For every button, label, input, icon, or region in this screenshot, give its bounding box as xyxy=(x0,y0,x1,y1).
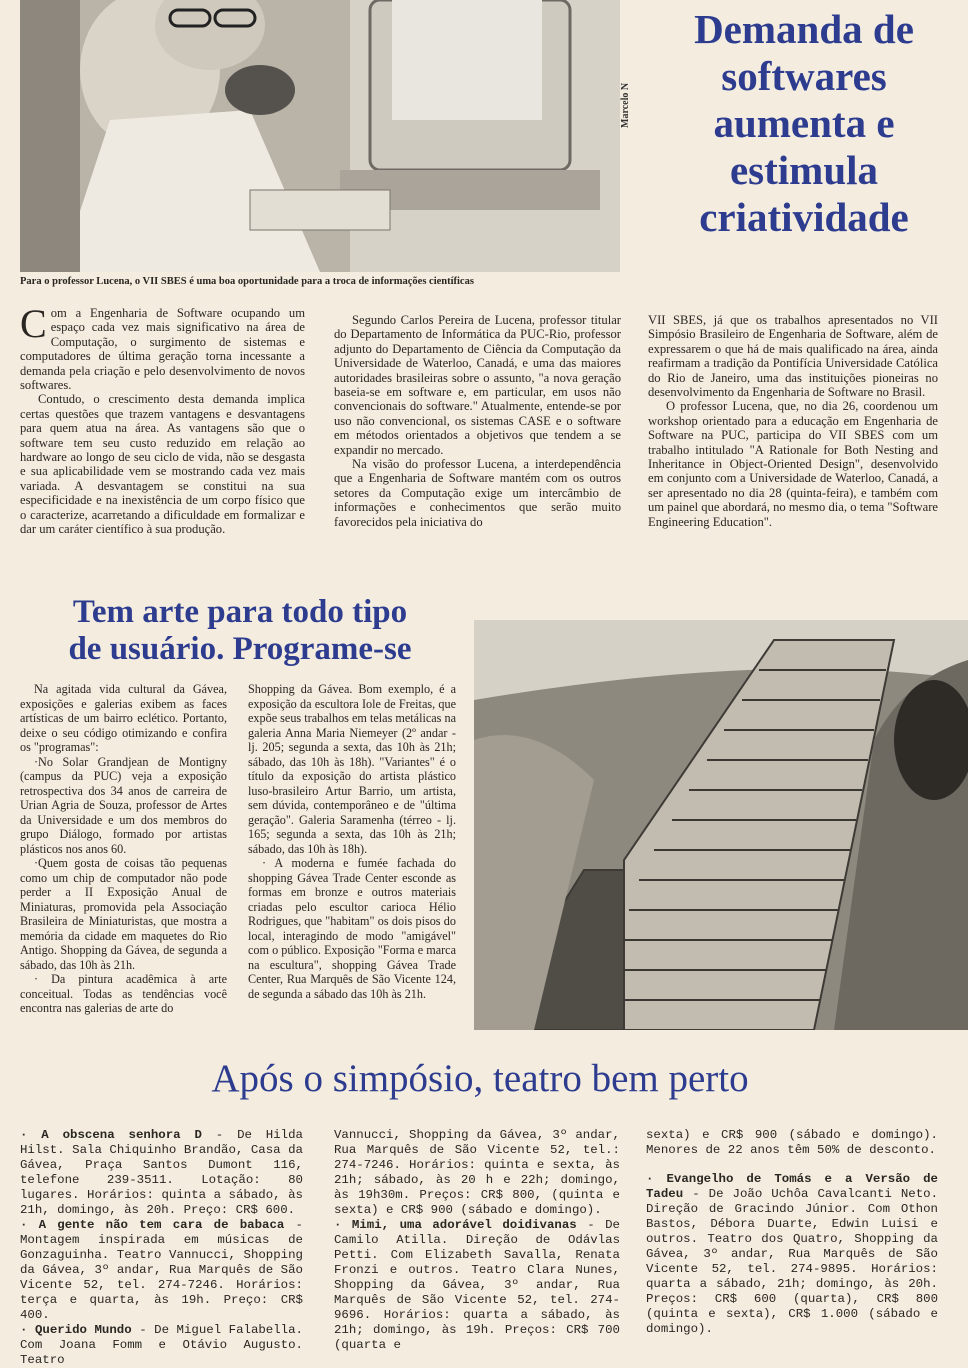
listing xyxy=(646,1128,938,1158)
paragraph: Segundo Carlos Pereira de Lucena, professor titular do Departamento de Informática da PUC-Rio, professor adjunto do Departamento de Ciência da Computação da Universidade de Waterloo, Canadá, e uma das maiores autoridades brasileiras sobre o assunto, "a nova geração baseia-se em software e, em particular, em usos não convencionais do software." Atualmente, entende-se por uso não convencional, os sistemas CASE e o software em métodos orientados a objetivos que tendem a se expandir no mercado. xyxy=(334,313,621,457)
article3-col2 xyxy=(334,1128,620,1353)
article1-col2 xyxy=(334,313,621,529)
listing-text: - De Camilo Atilla. Direção de Odávlas Petti. Com Elizabeth Savalla, Renata Fronzi e outros. Teatro Clara Nunes, Shopping da Gávea, 3º andar, Rua Marquês de São Vicente 52, tel. 274-9696. Horários: quarta a sábado, às 21h; domingo, às 19h. Preços: CR$ 700 (quarta e xyxy=(334,1218,620,1352)
paragraph: ·No Solar Grandjean de Montigny (campus da PUC) veja a exposição retrospectiva dos 34 anos de carreira de Urian Agria de Souza, professor de Artes da Universidade e um dos membros do grupo Diálogo, formado por artistas plásticos nos anos 60. xyxy=(20,754,227,856)
listing xyxy=(20,1218,303,1323)
paragraph: Contudo, o crescimento desta demanda implica certas questões que trazem vantagens e desvantagens para quem atua na área. As vantagens são que o software tem seu custo reduzido em relação ao hardware ao longo de seu ciclo de vida, não se desgasta e sua aplicabilidade vem se mostrando cada vez mais variada. A desvantagem se constitui na sua especificidade e na inexistência de um corpo físico que o caracterize, acarretando a dificuldade em formalizar e dar um caráter científico à sua produção. xyxy=(20,392,305,537)
listing-title: · Querido Mundo xyxy=(20,1323,132,1337)
listing-title: · Mimi, uma adorável doidivanas xyxy=(334,1218,577,1232)
paragraph: · Da pintura acadêmica à arte conceitual. Todas as tendências você encontra nas galerias de arte do xyxy=(20,972,227,1015)
paragraph: Na visão do professor Lucena, a interdependência que a Engenharia de Software mantém com os outros setores da Computação exige um intercâmbio de informações e conhecimentos que serão muito favorecidos pela iniciativa do xyxy=(334,457,621,529)
paragraph: ·Quem gosta de coisas tão pequenas como um chip de computador não pode perder a II Exposição Anual de Miniaturas, promovida pela Associação Brasileira de Miniaturistas, que mostra a memória da cidade em maquetes do Rio Antigo. Shopping da Gávea, de segunda a sábado, das 10h às 21h. xyxy=(20,856,227,972)
article1-col1 xyxy=(20,301,305,537)
photo-caption: Para o professor Lucena, o VII SBES é uma boa oportunidade para a troca de informações científicas xyxy=(20,276,474,287)
listing-text: sexta) e CR$ 900 (sábado e domingo). Menores de 22 anos têm 50% de desconto. xyxy=(646,1128,938,1157)
listing xyxy=(334,1128,620,1218)
paragraph: Shopping da Gávea. Bom exemplo, é a exposição da escultora Iole de Freitas, que expõe seus trabalhos em telas metálicas na galeria Anna Maria Niemeyer (2º andar - lj. 205; segunda a sexta, das 10h às 21h; sábado, das 10h às 18h). "Variantes" é o título da exposição do artista plástico luso-brasileiro Artur Barrio, um artista, sem dúvida, contemporâneo e de "última geração". Galeria Saramenha (térreo - lj. 165; segunda a sexta, das 10h às 21h; sábado, das 10h às 18h). xyxy=(248,682,456,856)
listing xyxy=(646,1172,938,1337)
article2-col1 xyxy=(20,682,227,1016)
listing xyxy=(20,1323,303,1368)
arte-headline-line1: Tem arte para todo tipo xyxy=(72,594,408,630)
photo-credit: Marcelo N xyxy=(620,82,631,128)
professor-photo xyxy=(20,0,620,272)
listing-title: · A obscena senhora D xyxy=(20,1128,202,1142)
headline-line: aumenta e xyxy=(713,100,895,146)
article2-col2 xyxy=(248,682,456,1001)
headline-line: criatividade xyxy=(699,194,909,240)
listing-title: · A gente não tem cara de babaca xyxy=(20,1218,285,1232)
listing-text: - De Miguel Falabella. Com Joana Fomm e Otávio Augusto. Teatro xyxy=(20,1323,303,1367)
listing-title: · Evangelho de Tomás e a Versão de Tadeu xyxy=(646,1172,938,1201)
article1-col3 xyxy=(648,313,938,529)
headline-line: estimula xyxy=(729,147,879,193)
main-headline xyxy=(648,6,960,241)
arte-headline-line2: de usuário. Programe-se xyxy=(68,631,412,667)
paragraph: O professor Lucena, que, no dia 26, coordenou um workshop orientado para a educação em Engenharia de Software na PUC, participa do VII SBES com um trabalho intitulado "A Rationale for Both Nesting and Inheritance in Object-Oriented Design", desenvolvido em conjunto com a Universidade de Waterloo, Canadá, a ser apresentado no dia 28 (quinta-feira), e também com um painel que abordará, no mesmo dia, o tema "Software Engineering Education". xyxy=(648,399,938,529)
stairs-photo xyxy=(474,620,968,1030)
drop-cap: C xyxy=(20,301,47,346)
listing-text: - Montagem inspirada em músicas de Gonzaguinha. Teatro Vannucci, Shopping da Gávea, 3º andar, Rua Marquês de São Vicente 52, tel. 274-7246. Horários: terça e quarta, às 19h. Preço: CR$ 400. xyxy=(20,1218,303,1322)
listing xyxy=(334,1218,620,1353)
listing-text: Vannucci, Shopping da Gávea, 3º andar, Rua Marquês de São Vicente 52, tel.: 274-7246. Horários: quinta e sexta, às 21h; sábado, às 20 h e 22h; domingo, às 19h30m. Preços: CR$ 800, (quinta e sexta) e CR$ 900 (sábado e domingo). xyxy=(334,1128,620,1217)
paragraph: · A moderna e fumée fachada do shopping Gávea Trade Center esconde as formas em bronze e outros materiais criadas pelo escultor carioca Hélio Rodrigues, que "habitam" os dois pisos do local, interagindo de modo "amigável" com o público. Exposição "Forma e marca na escultura", shopping Gávea Trade Center, Rua Marquês de São Vicente 124, de segunda a sábado das 10h às 21h. xyxy=(248,856,456,1001)
arte-headline xyxy=(20,594,460,668)
article3-col3 xyxy=(646,1128,938,1337)
listing xyxy=(20,1128,303,1218)
teatro-headline: Após o simpósio, teatro bem perto xyxy=(211,1057,749,1100)
headline-line: Demanda de xyxy=(694,6,914,52)
paragraph: om a Engenharia de Software ocupando um espaço cada vez mais significativo na área de Computação, o surgimento de sistemas e computadores de última geração torna incessante a demanda pela criação e pelo desenvolvimento de novos softwares. xyxy=(20,306,305,393)
paragraph: Na agitada vida cultural da Gávea, exposições e galerias exibem as faces artísticas de um bairro eclético. Portanto, deixe o seu código otimizando e confira os "programas": xyxy=(20,682,227,754)
listing-text: - De João Uchôa Cavalcanti Neto. Direção de Gracindo Júnior. Com Othon Bastos, Débora Duarte, Edwin Luisi e outros. Teatro dos Quatro, Shopping da Gávea, 3º andar, Rua Marquês de São Vicente 52, tel. 274-9895. Horários: quarta a sábado, 21h; domingo, às 20h. Preços: CR$ 600 (quarta), CR$ 800 (quinta e sexta), CR$ 1.000 (sábado e domingo). xyxy=(646,1187,938,1336)
listing-text: - De Hilda Hilst. Sala Chiquinho Brandão, Casa da Gávea, Praça Santos Dumont 116, telefone 239-3511. Lotação: 80 lugares. Horários: quinta a sábado, às 21h, domingo, às 20h. Preço: CR$ 600. xyxy=(20,1128,303,1217)
article3-col1 xyxy=(20,1128,303,1368)
headline-line: softwares xyxy=(721,53,887,99)
paragraph: VII SBES, já que os trabalhos apresentados no VII Simpósio Brasileiro de Engenharia de Software, além de expressarem o que há de mais qualificado na área, ainda reafirmam a tradição da Pontifícia Universidade Católica do Rio de Janeiro, uma das instituições pioneiras no desenvolvimento da Engenharia de Software no Brasil. xyxy=(648,313,938,400)
